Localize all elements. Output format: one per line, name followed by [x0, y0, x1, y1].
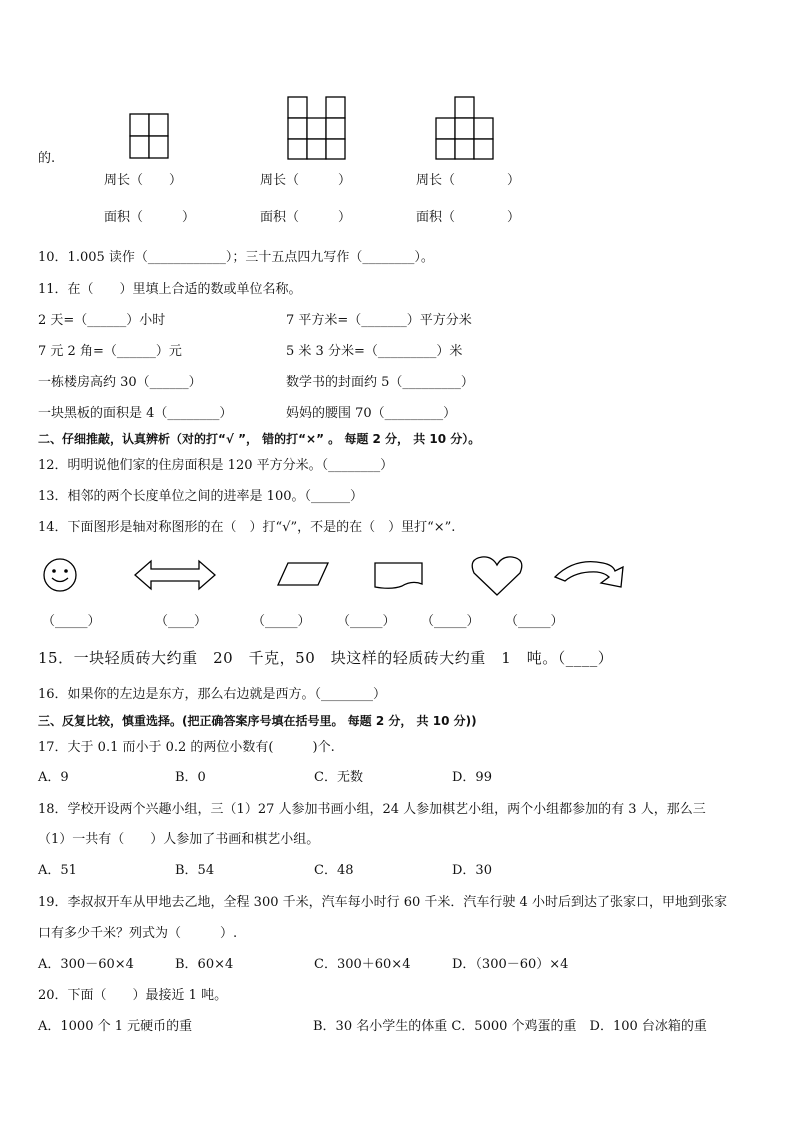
double-arrow-icon [133, 559, 217, 591]
q18-option-a: A．51 [38, 863, 77, 878]
flag-shape-icon [372, 560, 426, 592]
question-20-stem: 20．下面（ ）最接近 1 吨。 [38, 988, 228, 1003]
q19-option-a: A．300－60×4 [38, 957, 134, 972]
grid-figure-1 [128, 112, 170, 160]
question-16: 16．如果你的左边是东方，那么右边就是西方。（________） [38, 687, 387, 702]
question-14-stem: 14．下面图形是轴对称图形的在（ ）打“√”，不是的在（ ）里打“×”. [38, 520, 456, 535]
q18-option-b: B．54 [175, 863, 215, 878]
smiley-face-icon [40, 557, 82, 593]
question-18-line-1: 18．学校开设两个兴趣小组，三（1）27 人参加书画小组，24 人参加棋艺小组，两个小组都参加的有 3 人，那么三 [38, 802, 706, 817]
question-10: 10．1.005 读作（____________）；三十五点四九写作（________）。 [38, 250, 434, 265]
q18-option-d: D．30 [452, 863, 492, 878]
question-11-stem: 11．在（ ）里填上合适的数或单位名称。 [38, 282, 302, 297]
grid-figure-3 [434, 95, 496, 161]
q20-option-a: A．1000 个 1 元硬币的重 [38, 1019, 193, 1034]
q11-item-e: 一栋楼房高约 30（______） [38, 375, 202, 390]
q14-blank-6: （_____） [505, 614, 564, 629]
q14-blank-4: （_____） [337, 614, 396, 629]
question-19-line-2: 口有多少千米？列式为（ ）. [38, 926, 238, 941]
q17-option-a: A．9 [38, 770, 69, 785]
grid-figure-2 [286, 95, 348, 161]
question-18-line-2: （1）一共有（ ）人参加了书画和棋艺小组。 [38, 832, 320, 847]
section-3-heading: 三、反复比较，慎重选择。(把正确答案序号填在括号里。 每题 2 分， 共 10 分)) [38, 714, 477, 728]
q11-item-g: 一块黑板的面积是 4（________） [38, 406, 233, 421]
perimeter-1: 周长（ ） [104, 173, 183, 188]
section-2-heading: 二、仔细推敲，认真辨析（对的打“√ ”， 错的打“×” 。 每题 2 分， 共 10 分）。 [38, 432, 481, 446]
question-19-line-1: 19．李叔叔开车从甲地去乙地，全程 300 千米，汽车每小时行 60 千米．汽车行驶 4 小时后到达了张家口，甲地到张家 [38, 895, 727, 910]
q11-item-d: 5 米 3 分米=（_________）米 [286, 344, 463, 359]
q9-prefix: 的. [38, 151, 56, 166]
q11-item-f: 数学书的封面约 5（_________） [286, 375, 474, 390]
q14-blank-2: （____） [155, 614, 208, 629]
question-15: 15．一块轻质砖大约重 20 千克，50 块这样的轻质砖大约重 1 吨。（____） [38, 649, 614, 667]
question-17-stem: 17．大于 0.1 而小于 0.2 的两位小数有( )个. [38, 740, 335, 755]
q17-option-d: D．99 [452, 770, 492, 785]
area-2: 面积（ ） [260, 210, 352, 225]
q11-item-c: 7 元 2 角=（______）元 [38, 344, 182, 359]
question-13: 13．相邻的两个长度单位之间的进率是 100。（______） [38, 489, 363, 504]
q19-option-d: D．（300－60）×4 [452, 957, 569, 972]
perimeter-2: 周长（ ） [260, 173, 352, 188]
curved-arrow-icon [553, 555, 633, 593]
q11-item-b: 7 平方米=（_______）平方分米 [286, 313, 472, 328]
q17-option-c: C．无数 [314, 770, 363, 785]
q20-options-bcd: B．30 名小学生的体重 C．5000 个鸡蛋的重 D．100 台冰箱的重 [313, 1019, 707, 1034]
q19-option-b: B．60×4 [175, 957, 234, 972]
q18-option-c: C．48 [314, 863, 354, 878]
question-12: 12．明明说他们家的住房面积是 120 平方分米。（________） [38, 458, 394, 473]
q14-blank-3: （_____） [252, 614, 311, 629]
q19-option-c: C．300＋60×4 [314, 957, 411, 972]
parallelogram-icon [276, 561, 330, 589]
q14-blank-1: （_____） [42, 614, 101, 629]
q14-blank-5: （_____） [421, 614, 480, 629]
area-1: 面积（ ） [104, 210, 196, 225]
heart-icon [470, 555, 524, 597]
area-3: 面积（ ） [416, 210, 521, 225]
perimeter-3: 周长（ ） [416, 173, 521, 188]
q17-option-b: B．0 [175, 770, 206, 785]
q11-item-a: 2 天=（______）小时 [38, 313, 166, 328]
q11-item-h: 妈妈的腰围 70（_________） [286, 406, 457, 421]
